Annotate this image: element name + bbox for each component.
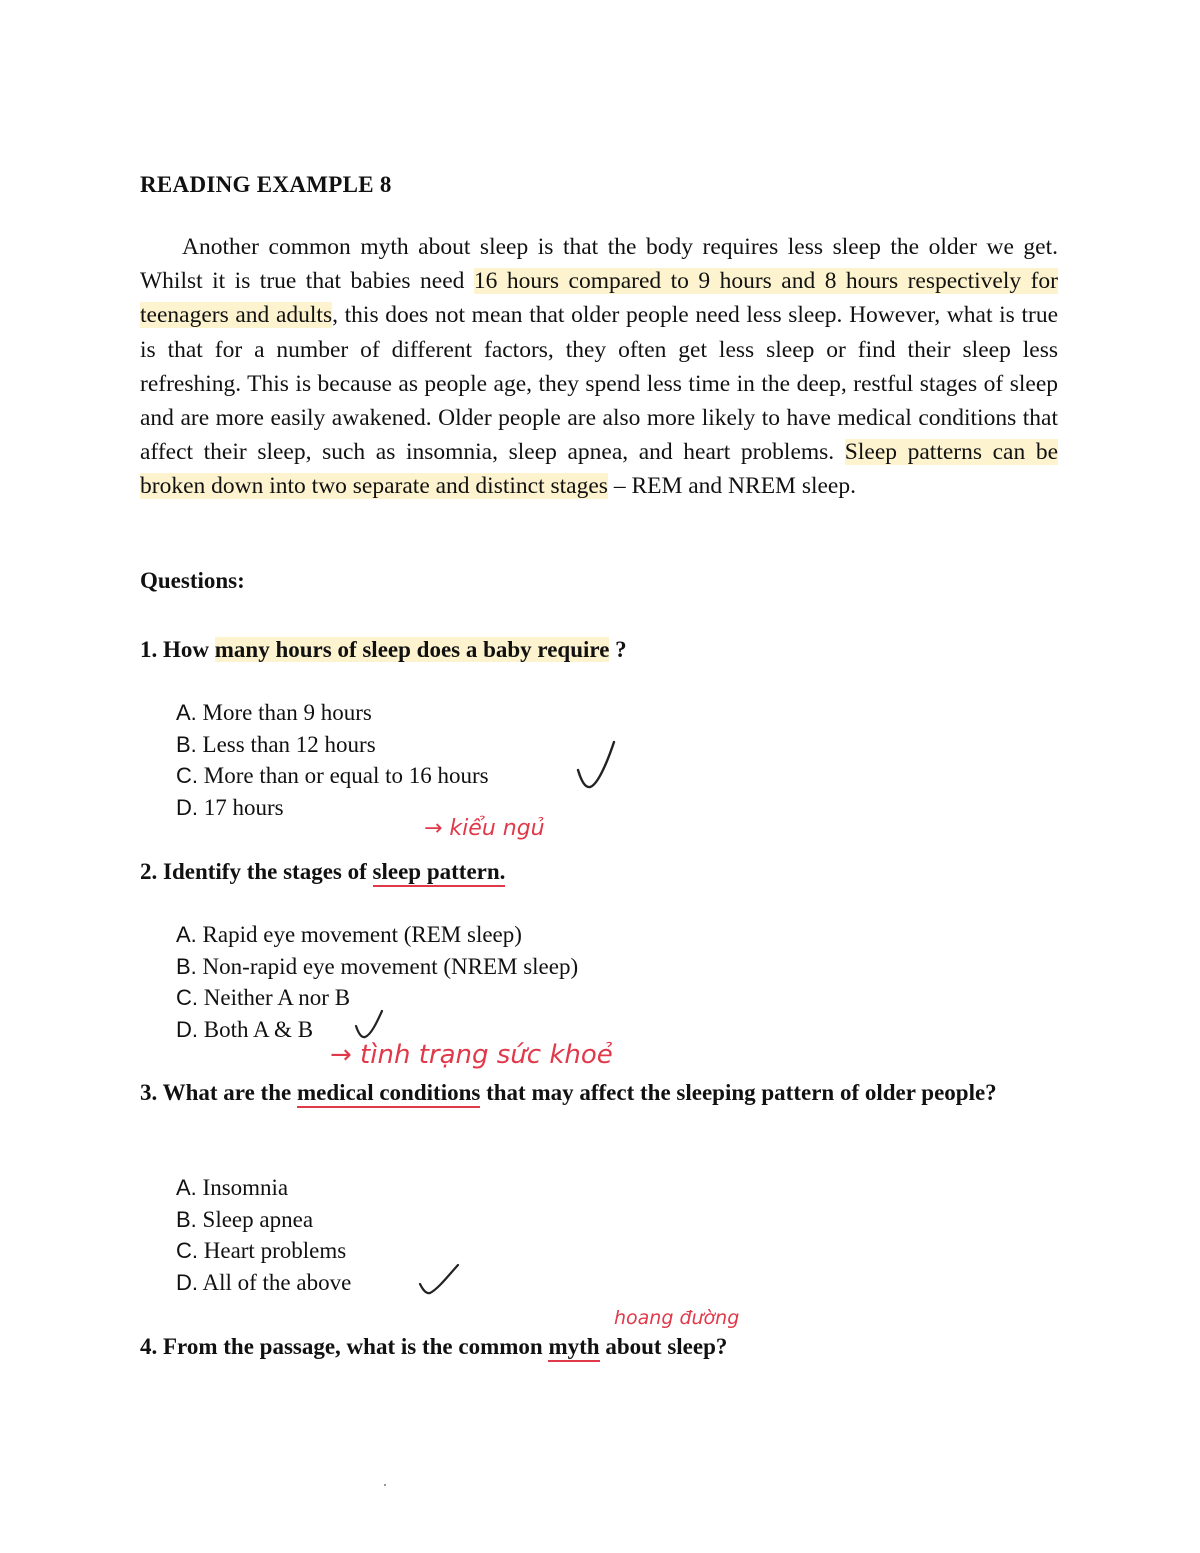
checkmark-icon: [416, 1262, 462, 1298]
checkmark-icon: [572, 738, 622, 794]
option-letter: D.: [176, 1269, 198, 1295]
handwritten-note-medical-conditions: → tình trạng sức khoẻ: [330, 1040, 613, 1070]
option-text: More than or equal to 16 hours: [198, 763, 489, 788]
option-letter: A.: [176, 700, 197, 725]
question-4: [140, 1331, 1020, 1363]
checkmark-icon: [352, 1008, 388, 1044]
q3-option-a: [176, 1172, 351, 1204]
passage-highlight-2: Sleep patterns can be broken down into two separate and distinct stages: [140, 439, 1058, 500]
handwritten-note-sleep-pattern: → kiểu ngủ: [424, 816, 545, 841]
question-1-highlight: many hours of sleep does a baby require: [214, 637, 610, 662]
question-3-suffix: that may affect the sleeping pattern of older people?: [480, 1080, 997, 1105]
option-text: More than 9 hours: [196, 700, 372, 725]
q3-option-c: [176, 1235, 351, 1267]
question-3-options: [176, 1172, 351, 1298]
option-letter: C.: [176, 985, 198, 1010]
question-2: [140, 856, 1020, 888]
q2-option-a: [176, 919, 578, 951]
option-letter: D.: [176, 794, 198, 820]
question-4-suffix: about sleep?: [599, 1334, 728, 1359]
option-text: Both A & B: [198, 1016, 314, 1042]
passage-text-2: , this does not mean that older people need less sleep. However, what is true is that for a number of different factors, they often get less sleep or find their sleep less refreshing. This is because as people age, they spend less time in the deep, restful stages of sleep and are more easily awakened. Older people are also more likely to have medical conditions that affect their sleep, such as insomnia, sleep apnea, and heart problems.: [140, 302, 1058, 466]
question-1-options: [176, 697, 489, 823]
option-letter: C.: [176, 1238, 198, 1263]
option-letter: A.: [176, 922, 197, 947]
option-letter: C.: [176, 763, 198, 788]
passage-text-3: – REM and NREM sleep.: [607, 473, 856, 500]
question-4-prefix: 4. From the passage, what is the common: [140, 1334, 549, 1359]
reading-passage: [140, 230, 1058, 504]
question-1: [140, 634, 1020, 666]
option-text: Insomnia: [196, 1175, 289, 1200]
page-speck: [384, 1484, 386, 1486]
option-text: Neither A nor B: [198, 985, 351, 1010]
q3-option-d: [176, 1267, 351, 1299]
q1-option-a: [176, 697, 489, 729]
question-3-prefix: 3. What are the: [140, 1080, 297, 1105]
q1-option-c: [176, 760, 489, 792]
option-text: All of the above: [198, 1269, 352, 1295]
option-letter: B.: [176, 953, 197, 979]
option-text: 17 hours: [198, 794, 284, 820]
questions-heading: Questions:: [140, 568, 245, 593]
option-text: Heart problems: [198, 1238, 347, 1263]
option-text: Rapid eye movement (REM sleep): [196, 922, 522, 947]
q1-option-b: [176, 729, 489, 761]
question-2-prefix: 2. Identify the stages of: [140, 859, 373, 884]
option-text: Sleep apnea: [196, 1206, 314, 1232]
option-text: Less than 12 hours: [196, 731, 376, 757]
option-letter: A.: [176, 1175, 197, 1200]
question-2-underlined: sleep pattern.: [373, 859, 506, 887]
option-letter: D.: [176, 1016, 198, 1042]
page-title: READING EXAMPLE 8: [140, 172, 392, 197]
passage-text-1: Another common myth about sleep is that the body requires less sleep the older we get. Whilst it is true that babies need: [140, 234, 1058, 295]
question-1-suffix: ?: [609, 637, 627, 662]
option-letter: B.: [176, 731, 197, 757]
option-text: Non-rapid eye movement (NREM sleep): [196, 953, 579, 979]
question-1-prefix: 1. How: [140, 637, 215, 662]
question-4-underlined: myth: [548, 1334, 599, 1362]
question-3-underlined: medical conditions: [297, 1080, 480, 1108]
option-letter: B.: [176, 1206, 197, 1232]
handwritten-note-myth: hoang đường: [614, 1307, 740, 1329]
q3-option-b: [176, 1204, 351, 1236]
passage-highlight-1: 16 hours compared to 9 hours and 8 hours respectively for teenagers and adults: [140, 268, 1058, 329]
q2-option-b: [176, 951, 578, 983]
question-3: [140, 1077, 1020, 1109]
